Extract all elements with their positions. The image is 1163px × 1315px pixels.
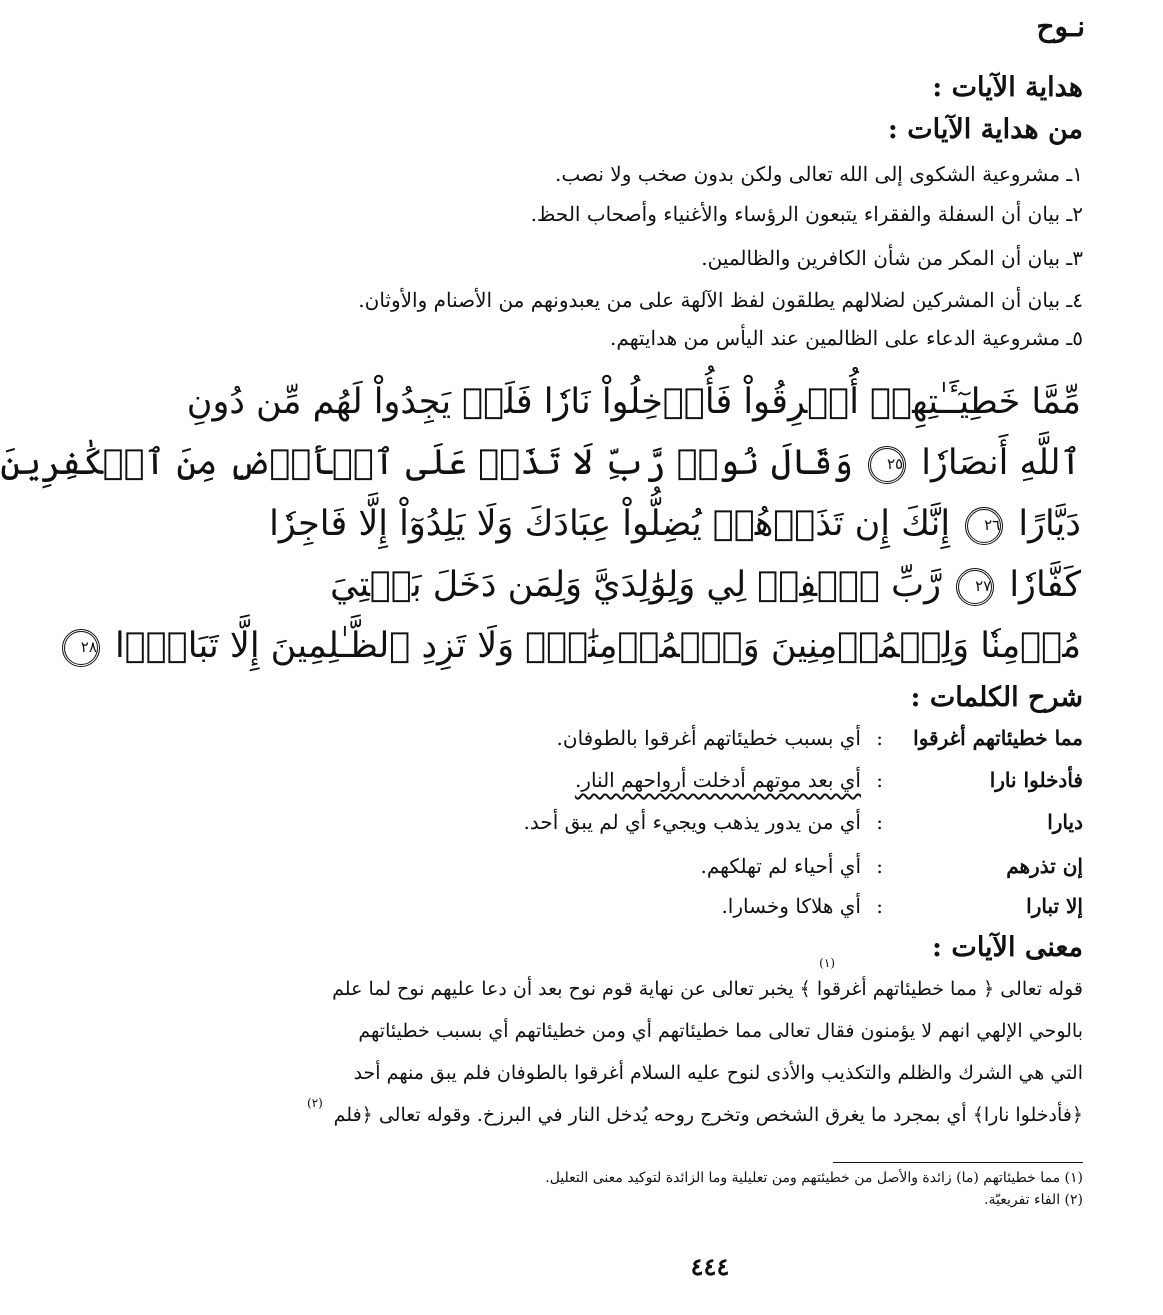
glossary-colon: : [876, 810, 883, 834]
glossary-row [303, 894, 1083, 928]
verse-text: دَيَّارًا [1018, 504, 1081, 544]
glossary-row [303, 854, 1083, 888]
glossary-definition: أي هلاكا وخسارا. [721, 894, 861, 918]
meaning-title: معنى الآيات : [932, 932, 1083, 963]
commentary-line-1: قوله تعالى ﴿ مما خطيئاتهم أغرقوا ﴾ يخبر تعالى عن نهاية قوم نوح بعد أن دعا عليهم نوح لما علم [332, 978, 1083, 1000]
glossary-term: إن تذرهم [1006, 854, 1083, 878]
glossary-definition: أي بعد موتهم أدخلت أرواحهم النار. [574, 768, 861, 792]
glossary-definition: أي من يدور يذهب ويجيء أي لم يبق أحد. [523, 810, 861, 834]
glossary-colon: : [876, 768, 883, 792]
glossary-term: إلا تبارا [1026, 894, 1083, 918]
ayah-number-marker: ٢٦ [965, 507, 1003, 545]
commentary-line-4: ﴿فأدخلوا نارا﴾ أي بمجرد ما يغرق الشخص وتخرج روحه يُدخل النار في البرزخ. وقوله تعالى ﴿فلم [333, 1104, 1083, 1126]
guidance-item-5: ٥ـ مشروعية الدعاء على الظالمين عند اليأس من هدايتهم. [610, 326, 1083, 350]
verse-line-1 [186, 372, 1081, 433]
glossary-term: ديارا [1047, 810, 1083, 834]
glossary-definition: أي بسبب خطيئاتهم أغرقوا بالطوفان. [556, 726, 861, 750]
verse-line-3 [269, 494, 1081, 555]
glossary-term: فأدخلوا نارا [989, 768, 1083, 792]
page-number: ٤٤٤ [690, 1252, 730, 1281]
guidance-subtitle: من هداية الآيات : [887, 114, 1083, 145]
verse-line-2 [0, 433, 1081, 494]
footnote-divider [833, 1162, 1083, 1163]
surah-header: نـوح [1036, 10, 1085, 43]
footnote-2: (٢) الفاء تفريعيّة. [984, 1192, 1083, 1208]
glossary-definition: أي أحياء لم تهلكهم. [700, 854, 861, 878]
footnote-1: (١) مما خطيئاتهم (ما) زائدة والأصل من خطيئتهم ومن تعليلية وما الزائدة لتوكيد معنى التعليل. [545, 1170, 1083, 1186]
verse-text: وَقَالَ نُوحٞ رَّبِّ لَا تَذَرۡ عَلَى ٱلۡأَرۡضِ مِنَ ٱلۡكَٰفِرِينَ [0, 443, 853, 483]
verse-text: مُؤۡمِنٗا وَلِلۡمُؤۡمِنِينَ وَٱلۡمُؤۡمِنَٰتِۖ وَلَا تَزِدِ ٱلظَّـٰلِمِينَ إِلَّا تَبَارَۢا [115, 626, 1081, 666]
glossary-colon: : [876, 894, 883, 918]
glossary-row [303, 726, 1083, 760]
glossary-colon: : [876, 854, 883, 878]
glossary-term: مما خطيئاتهم أغرقوا [913, 726, 1083, 750]
commentary-line-3: التي هي الشرك والظلم والتكذيب والأذى لنوح عليه السلام أغرقوا بالطوفان فلم يبق منهم أحد [353, 1062, 1083, 1084]
commentary-line-2: بالوحي الإلهي انهم لا يؤمنون فقال تعالى مما خطيئاتهم أي ومن خطيئاتهم أي بسبب خطيئاتهم [358, 1020, 1083, 1042]
verse-text: رَّبِّ ٱغۡفِرۡ لِي وَلِوَٰلِدَيَّ وَلِمَن دَخَلَ بَيۡتِيَ [330, 565, 942, 605]
glossary-title: شرح الكلمات : [910, 682, 1083, 713]
section-title-guidance: هداية الآيات : [932, 72, 1083, 103]
guidance-item-2: ٢ـ بيان أن السفلة والفقراء يتبعون الرؤساء والأغنياء وأصحاب الحظ. [530, 202, 1083, 226]
quran-verses-block [0, 372, 1081, 677]
glossary-row [303, 768, 1083, 802]
ayah-number-marker: ٢٧ [956, 568, 994, 606]
footnote-marker-2: (٢) [307, 1096, 323, 1110]
guidance-item-1: ١ـ مشروعية الشكوى إلى الله تعالى ولكن بدون صخب ولا نصب. [555, 162, 1083, 186]
ayah-number-marker: ٢٥ [868, 446, 906, 484]
verse-text: كَفَّارٗا [1009, 565, 1081, 605]
glossary-colon: : [876, 726, 883, 750]
glossary-row [303, 810, 1083, 844]
verse-line-5 [80, 616, 1081, 677]
verse-text: ٱللَّهِ أَنصَارٗا [921, 443, 1081, 483]
footnote-marker-1: (١) [819, 956, 835, 970]
guidance-item-3: ٣ـ بيان أن المكر من شأن الكافرين والظالمين. [701, 246, 1083, 270]
verse-text: إِنَّكَ إِن تَذَرۡهُمۡ يُضِلُّواْ عِبَادَكَ وَلَا يَلِدُوٓاْ إِلَّا فَاجِرٗا [269, 504, 951, 544]
ayah-number-marker: ٢٨ [62, 629, 100, 667]
verse-text: مِّمَّا خَطِيٓـَٔـٰتِهِمۡ أُغۡرِقُواْ فَأُدۡخِلُواْ نَارٗا فَلَمۡ يَجِدُواْ لَهُم مِّن دُونِ [186, 382, 1081, 422]
verse-line-4 [330, 555, 1081, 616]
guidance-item-4: ٤ـ بيان أن المشركين لضلالهم يطلقون لفظ الآلهة على من يعبدونهم من الأصنام والأوثان. [358, 288, 1083, 312]
